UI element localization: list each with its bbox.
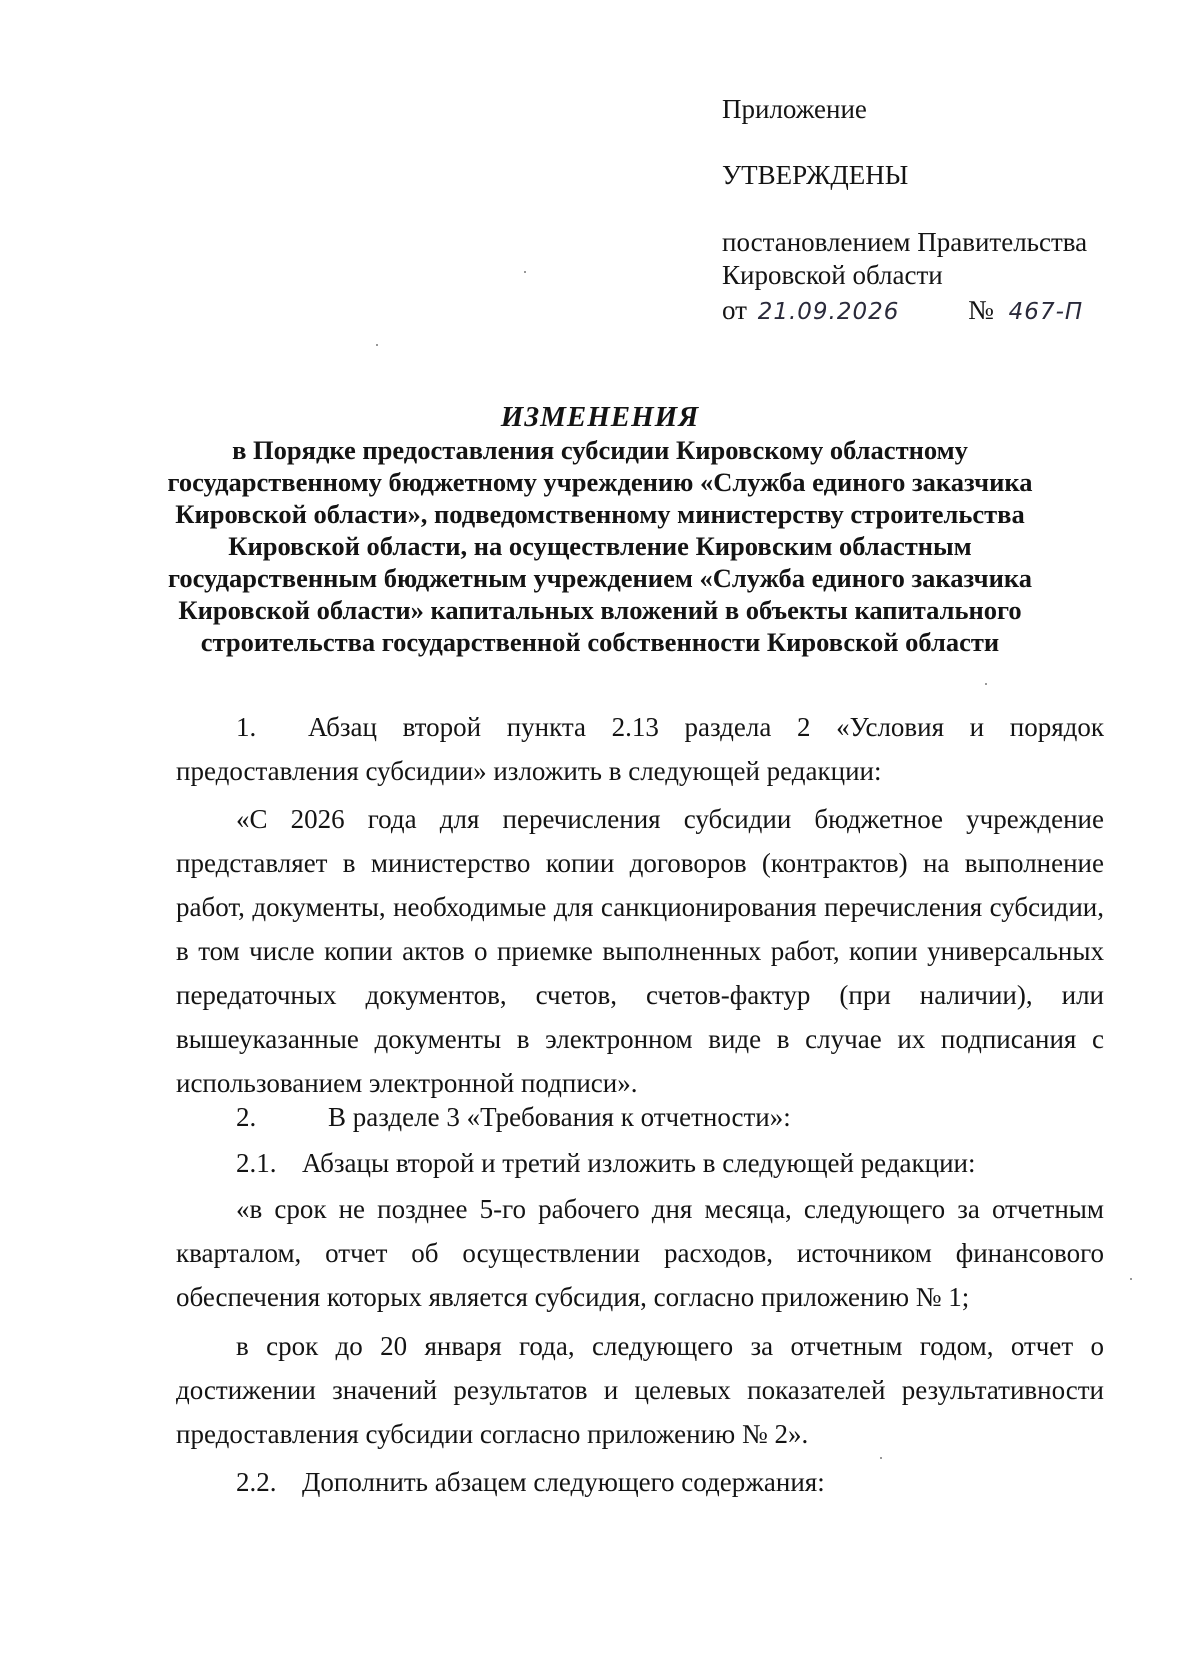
number-sign: № xyxy=(968,295,994,325)
scan-speck xyxy=(1130,1278,1132,1280)
document-subtitle xyxy=(150,434,1050,658)
title-block xyxy=(150,400,1050,658)
quote-2-text: «в срок не позднее 5-го рабочего дня месяца, следующего за отчетным кварталом, отчет об осуществлении расходов, источником финансового обеспечения которых является субсидия, согласно приложению № 1; xyxy=(176,1194,1104,1312)
item-2-1 xyxy=(176,1141,1104,1185)
scan-speck xyxy=(880,1457,882,1459)
item-1-number: 1. xyxy=(236,712,257,742)
quote-2 xyxy=(176,1187,1104,1319)
scan-speck xyxy=(985,683,987,685)
quote-3-text: в срок до 20 января года, следующего за отчетным годом, отчет о достижении значений результатов и целевых показателей результативности предоставления субсидии согласно приложению № 2». xyxy=(176,1331,1104,1449)
item-1-text: Абзац второй пункта 2.13 раздела 2 «Условия и порядок предоставления субсидии» изложить в следующей редакции: xyxy=(176,712,1104,786)
subtitle-line: государственным бюджетным учреждением «Служба единого заказчика xyxy=(168,563,1032,593)
item-1 xyxy=(176,705,1104,793)
quote-1 xyxy=(176,797,1104,1105)
date-prefix: от xyxy=(722,295,747,325)
subtitle-line: Кировской области» капитальных вложений в объекты капитального xyxy=(178,595,1022,625)
document-title: ИЗМЕНЕНИЯ xyxy=(500,401,700,433)
scan-speck xyxy=(376,344,378,346)
scan-speck xyxy=(524,271,526,273)
approved-label: УТВЕРЖДЕНЫ xyxy=(722,160,909,190)
item-2-2 xyxy=(176,1460,1104,1504)
subtitle-line: строительства государственной собственности Кировской области xyxy=(200,627,1000,657)
quote-3 xyxy=(176,1324,1104,1456)
subtitle-line: Кировской области, на осуществление Кировским областным xyxy=(228,531,972,561)
subtitle-line: Кировской области», подведомственному министерству строительства xyxy=(175,499,1025,529)
item-2-1-text: Абзацы второй и третий изложить в следующей редакции: xyxy=(302,1148,976,1178)
decree-line-1: постановлением Правительства xyxy=(722,227,1088,257)
item-2-2-number: 2.2. xyxy=(236,1467,277,1497)
item-2-2-text: Дополнить абзацем следующего содержания: xyxy=(302,1467,825,1497)
quote-1-text: «С 2026 года для перечисления субсидии бюджетное учреждение представляет в министерство копии договоров (контрактов) на выполнение работ, документы, необходимые для санкционирования перечисления субсидии, в том числе копии актов о приемке выполненных работ, копии универсальных передаточных документов, счетов, счетов-фактур (при наличии), или вышеуказанные документы в электронном виде в случае их подписания с использованием электронной подписи». xyxy=(176,804,1104,1098)
subtitle-line: государственному бюджетному учреждению «Служба единого заказчика xyxy=(167,467,1033,497)
decree-line-2: Кировской области xyxy=(722,260,943,290)
decree-date-line xyxy=(722,293,1083,329)
subtitle-line: в Порядке предоставления субсидии Кировскому областному xyxy=(232,435,968,465)
item-2-text: В разделе 3 «Требования к отчетности»: xyxy=(328,1102,791,1132)
item-2-number: 2. xyxy=(236,1102,257,1132)
appendix-label: Приложение xyxy=(722,94,867,124)
item-2 xyxy=(176,1095,1104,1139)
handwritten-number: 467-П xyxy=(1008,299,1084,325)
item-2-1-number: 2.1. xyxy=(236,1148,277,1178)
handwritten-date: 21.09.2026 xyxy=(757,299,900,325)
